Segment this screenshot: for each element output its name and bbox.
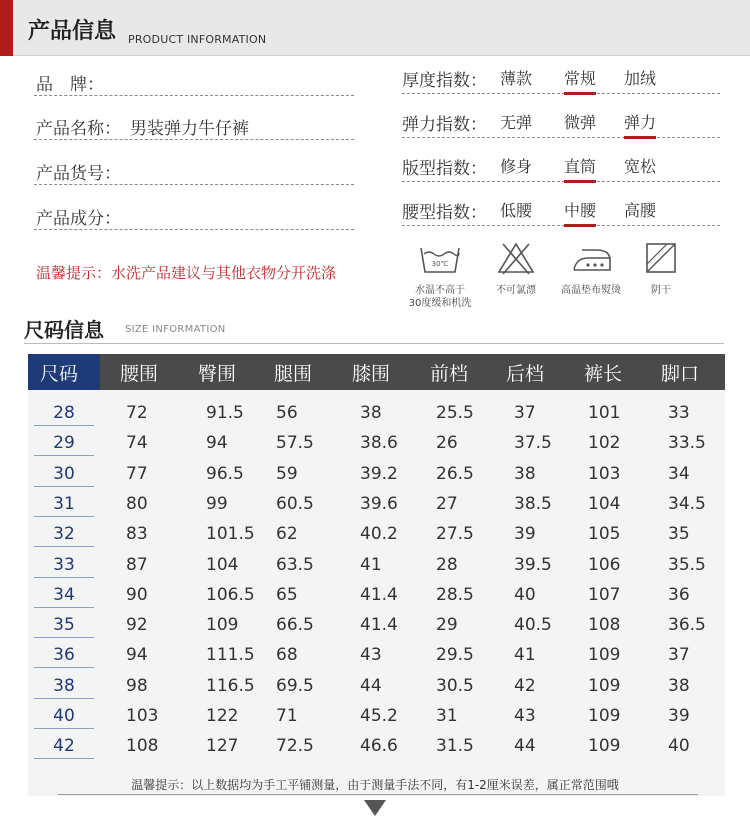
size-table-header xyxy=(28,354,725,390)
size-info-divider xyxy=(24,343,724,344)
table-cell: 38 xyxy=(668,675,690,696)
table-cell: 29 xyxy=(436,615,458,636)
table-cell: 44 xyxy=(514,736,536,757)
table-row xyxy=(28,673,725,703)
table-cell: 38 xyxy=(360,403,382,423)
field-item-number xyxy=(34,155,354,185)
table-cell: 96.5 xyxy=(206,463,244,484)
table-cell: 63.5 xyxy=(276,554,314,575)
field-brand-label: 品 牌： xyxy=(36,75,104,95)
table-cell: 72.5 xyxy=(276,736,314,757)
care-no-bleach-label: 不可氯漂 xyxy=(496,285,536,296)
table-cell: 109 xyxy=(588,736,621,757)
table-cell: 68 xyxy=(276,645,298,666)
size-cell: 31 xyxy=(34,494,94,517)
care-iron-label: 高温垫布熨烫 xyxy=(561,285,621,296)
table-cell: 37 xyxy=(514,403,536,423)
table-cell: 62 xyxy=(276,524,298,545)
table-cell: 46.6 xyxy=(360,736,398,757)
table-cell: 41 xyxy=(514,645,536,666)
table-row xyxy=(28,400,725,430)
table-cell: 94 xyxy=(206,433,228,454)
care-wash-line2: 30度缓和机洗 xyxy=(408,298,472,309)
table-cell: 99 xyxy=(206,493,228,514)
size-table xyxy=(28,354,725,796)
table-cell: 116.5 xyxy=(206,675,255,696)
table-cell: 27 xyxy=(436,493,458,514)
table-row xyxy=(28,491,725,521)
table-cell: 40.2 xyxy=(360,524,398,545)
table-cell: 39 xyxy=(668,706,690,726)
index-fit-option: 宽松 xyxy=(624,157,657,176)
measurement-note: 温馨提示：以上数据均为手工平铺测量，由于测量手法不同，有1-2厘米误差，属正常范围哦 xyxy=(131,778,619,792)
care-wash-line1: 水温不高于 xyxy=(415,285,465,296)
table-cell: 94 xyxy=(126,645,148,666)
table-cell: 109 xyxy=(588,706,621,726)
table-row xyxy=(28,430,725,460)
down-arrow-icon xyxy=(364,800,386,816)
care-wash xyxy=(400,238,480,318)
table-cell: 28 xyxy=(436,554,458,575)
index-fit-label: 版型指数： xyxy=(402,159,487,179)
header-cell-size: 尺码 xyxy=(28,354,100,390)
table-cell: 92 xyxy=(126,615,148,636)
header-accent-bar xyxy=(0,0,13,56)
index-elasticity-label: 弹力指数： xyxy=(402,115,487,135)
svg-text:30℃: 30℃ xyxy=(431,260,449,268)
table-cell: 57.5 xyxy=(276,433,314,454)
table-cell: 38.6 xyxy=(360,433,398,454)
header-cell-front-rise: 前档 xyxy=(430,363,469,385)
index-waist-option-selected: 中腰 xyxy=(564,198,596,221)
table-cell: 31 xyxy=(436,706,458,726)
table-cell: 37.5 xyxy=(514,433,552,454)
table-cell: 42 xyxy=(514,675,536,696)
table-cell: 31.5 xyxy=(436,736,474,757)
size-cell: 28 xyxy=(34,403,94,426)
table-cell: 102 xyxy=(588,433,621,454)
care-shade-dry-label: 阴干 xyxy=(651,285,671,296)
index-thickness-option: 薄款 xyxy=(500,69,533,88)
table-cell: 37 xyxy=(668,645,690,666)
field-composition-label: 产品成分： xyxy=(36,209,121,229)
table-cell: 107 xyxy=(588,584,621,605)
table-cell: 101 xyxy=(588,403,621,423)
table-cell: 41 xyxy=(360,554,382,575)
care-iron xyxy=(551,238,631,318)
field-composition xyxy=(34,200,354,230)
header-cell-back-rise: 后档 xyxy=(506,363,545,385)
table-cell: 83 xyxy=(126,524,148,545)
table-cell: 28.5 xyxy=(436,584,474,605)
size-cell: 29 xyxy=(34,433,94,456)
table-row xyxy=(28,703,725,733)
table-cell: 26.5 xyxy=(436,463,474,484)
table-cell: 44 xyxy=(360,675,382,696)
table-cell: 39.5 xyxy=(514,554,552,575)
size-cell: 32 xyxy=(34,524,94,547)
table-cell: 127 xyxy=(206,736,239,757)
table-cell: 122 xyxy=(206,706,239,726)
table-cell: 41.4 xyxy=(360,615,398,636)
table-row xyxy=(28,582,725,612)
table-cell: 29.5 xyxy=(436,645,474,666)
table-cell: 39 xyxy=(514,524,536,545)
table-cell: 43 xyxy=(360,645,382,666)
table-cell: 71 xyxy=(276,706,298,726)
shade-dry-icon xyxy=(621,238,701,278)
table-cell: 60.5 xyxy=(276,493,314,514)
index-thickness xyxy=(402,64,720,94)
table-row xyxy=(28,521,725,551)
wash-warning: 温馨提示：水洗产品建议与其他衣物分开洗涤 xyxy=(36,264,337,282)
table-cell: 90 xyxy=(126,584,148,605)
table-cell: 34.5 xyxy=(668,493,706,514)
table-cell: 41.4 xyxy=(360,584,398,605)
table-cell: 35 xyxy=(668,524,690,545)
table-cell: 40.5 xyxy=(514,615,552,636)
table-cell: 109 xyxy=(588,675,621,696)
field-product-name-label: 产品名称： xyxy=(36,119,121,139)
table-cell: 109 xyxy=(206,615,239,636)
table-cell: 38 xyxy=(514,463,536,484)
table-cell: 109 xyxy=(588,645,621,666)
product-info-header xyxy=(0,0,750,56)
iron-icon xyxy=(551,238,631,278)
table-cell: 25.5 xyxy=(436,403,474,423)
size-cell: 30 xyxy=(34,464,94,487)
table-cell: 77 xyxy=(126,463,148,484)
size-cell: 33 xyxy=(34,555,94,578)
product-info-title: 产品信息 xyxy=(28,19,117,44)
header-cell-leg-opening: 脚口 xyxy=(661,363,700,385)
table-cell: 65 xyxy=(276,584,298,605)
table-cell: 30.5 xyxy=(436,675,474,696)
table-cell: 45.2 xyxy=(360,706,398,726)
table-cell: 104 xyxy=(206,554,239,575)
table-cell: 111.5 xyxy=(206,645,255,666)
table-cell: 39.6 xyxy=(360,493,398,514)
care-shade-dry xyxy=(621,238,701,318)
table-cell: 69.5 xyxy=(276,675,314,696)
table-row xyxy=(28,642,725,672)
index-fit xyxy=(402,152,720,182)
index-thickness-option-selected: 常规 xyxy=(564,66,596,89)
no-bleach-icon xyxy=(476,238,556,278)
header-cell-knee: 膝围 xyxy=(352,363,391,385)
table-cell: 43 xyxy=(514,706,536,726)
table-cell: 106.5 xyxy=(206,584,255,605)
table-row xyxy=(28,733,725,763)
size-cell: 40 xyxy=(34,706,94,729)
index-waist-option: 高腰 xyxy=(624,201,657,220)
footer-divider xyxy=(58,794,698,795)
header-cell-waist: 腰围 xyxy=(120,363,159,385)
product-info-subtitle: PRODUCT INFORMATION xyxy=(128,33,267,46)
header-cell-hip: 臀围 xyxy=(198,363,237,385)
table-cell: 35.5 xyxy=(668,554,706,575)
table-cell: 59 xyxy=(276,463,298,484)
table-cell: 104 xyxy=(588,493,621,514)
table-cell: 105 xyxy=(588,524,621,545)
index-waist-option: 低腰 xyxy=(500,201,533,220)
size-cell: 35 xyxy=(34,615,94,638)
table-row xyxy=(28,612,725,642)
table-cell: 33.5 xyxy=(668,433,706,454)
index-elasticity-option: 微弹 xyxy=(564,113,597,132)
index-thickness-label: 厚度指数： xyxy=(402,71,487,91)
size-cell: 42 xyxy=(34,736,94,759)
table-cell: 36.5 xyxy=(668,615,706,636)
field-item-number-label: 产品货号： xyxy=(36,164,121,184)
table-cell: 103 xyxy=(588,463,621,484)
table-cell: 103 xyxy=(126,706,159,726)
table-cell: 66.5 xyxy=(276,615,314,636)
table-cell: 108 xyxy=(588,615,621,636)
table-cell: 106 xyxy=(588,554,621,575)
index-elasticity-option: 无弹 xyxy=(500,113,533,132)
header-cell-thigh: 腿围 xyxy=(274,363,313,385)
field-brand xyxy=(34,66,354,96)
table-cell: 39.2 xyxy=(360,463,398,484)
table-cell: 40 xyxy=(668,736,690,757)
table-cell: 108 xyxy=(126,736,159,757)
index-waist xyxy=(402,196,720,226)
index-elasticity-option-selected: 弹力 xyxy=(624,110,656,133)
table-cell: 101.5 xyxy=(206,524,255,545)
index-waist-label: 腰型指数： xyxy=(402,203,487,223)
table-cell: 26 xyxy=(436,433,458,454)
table-cell: 72 xyxy=(126,403,148,423)
size-cell: 38 xyxy=(34,676,94,699)
wash-30-icon xyxy=(400,238,480,278)
table-cell: 91.5 xyxy=(206,403,244,423)
table-cell: 74 xyxy=(126,433,148,454)
table-row xyxy=(28,552,725,582)
field-product-name xyxy=(34,110,354,140)
table-cell: 98 xyxy=(126,675,148,696)
table-cell: 38.5 xyxy=(514,493,552,514)
table-cell: 33 xyxy=(668,403,690,423)
table-cell: 80 xyxy=(126,493,148,514)
table-row xyxy=(28,461,725,491)
field-product-name-value: 男装弹力牛仔裤 xyxy=(130,119,249,139)
size-info-subtitle: SIZE INFORMATION xyxy=(125,324,226,335)
table-cell: 27.5 xyxy=(436,524,474,545)
table-cell: 40 xyxy=(514,584,536,605)
table-cell: 56 xyxy=(276,403,298,423)
size-cell: 34 xyxy=(34,585,94,608)
index-elasticity xyxy=(402,108,720,138)
size-cell: 36 xyxy=(34,645,94,668)
care-no-bleach xyxy=(476,238,556,318)
index-fit-option-selected: 直筒 xyxy=(564,154,596,177)
table-cell: 87 xyxy=(126,554,148,575)
table-cell: 36 xyxy=(668,584,690,605)
header-cell-length: 裤长 xyxy=(584,363,623,385)
index-fit-option: 修身 xyxy=(500,157,533,176)
index-thickness-option: 加绒 xyxy=(624,69,657,88)
table-cell: 34 xyxy=(668,463,690,484)
size-info-title: 尺码信息 xyxy=(24,318,104,342)
